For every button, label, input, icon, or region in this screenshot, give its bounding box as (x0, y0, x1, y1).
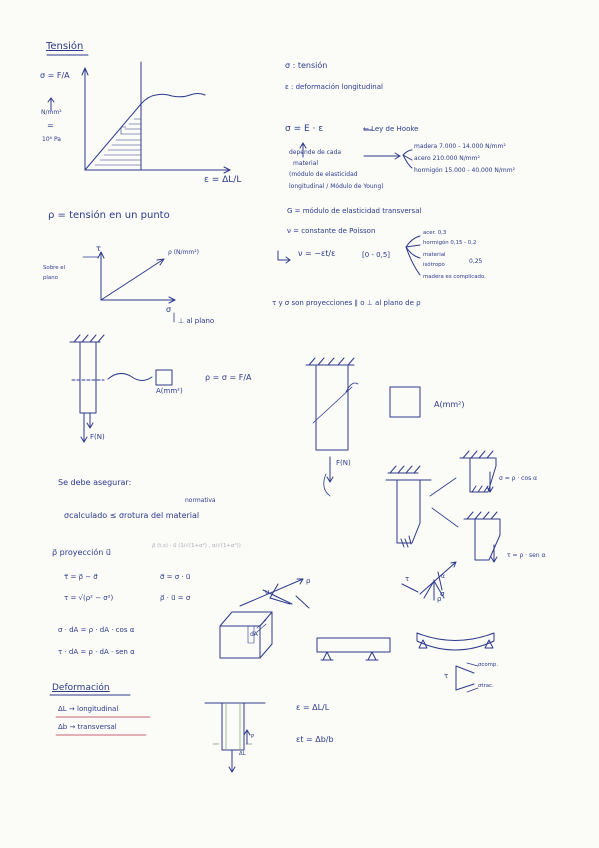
dA-sigma: σ · dA = ρ · dA · cos α (58, 626, 135, 634)
label-tau-diag: τ (405, 575, 410, 583)
area-label: A(mm²) (156, 387, 183, 395)
label-sig-diag: σ (440, 590, 445, 598)
sigma-condition: σcalculado ≤ σrotura del material (64, 511, 200, 520)
projection-label: ρ⃗ proyección u⃗ (52, 548, 111, 557)
poisson-horm: hormigón 0,15 - 0,2 (423, 240, 477, 246)
sigma-units: N/mm² (41, 109, 62, 116)
E-desc-3: (módulo de elasticidad (289, 171, 358, 178)
P-label: P (251, 734, 255, 740)
tau-axis: τ (96, 244, 101, 253)
def-sigma: σ : tensión (285, 61, 328, 70)
section-tau (475, 519, 500, 560)
E-desc-2: material (293, 160, 319, 167)
nu-eq: ν = −εt/ε (298, 249, 336, 258)
material-wood: madera 7.000 - 14.000 N/mm² (414, 143, 506, 150)
rho-dot-u: ρ⃗ · u⃗ = σ (160, 594, 191, 602)
hooke-note: ← Ley de Hooke (363, 125, 419, 133)
beam (317, 638, 390, 652)
tau-magnitude: τ = √(ρ² − σ²) (64, 594, 114, 602)
hooke-law: σ = E · ε (285, 124, 324, 134)
material-concrete: hormigón 15.000 - 40.000 N/mm² (414, 167, 516, 174)
stress-strain-curve (85, 94, 205, 171)
heading-tension: Tensión (46, 41, 84, 52)
ensure-title: Se debe asegurar: (58, 478, 132, 487)
area-square-small (156, 370, 172, 385)
label-u: u (265, 588, 270, 596)
section-sigma (470, 458, 496, 492)
poisson-025: 0,25 (469, 258, 483, 265)
sigma-vector-eq: σ⃗ = σ · u⃗ (160, 573, 191, 581)
def-epsilon: ε : deformación longitudinal (285, 83, 383, 91)
poisson-mat-2: isótropo (423, 262, 445, 268)
rho-vector (101, 259, 164, 300)
label-dA: dA (250, 631, 258, 638)
E-desc-4: longitudinal / Módulo de Young) (289, 183, 384, 190)
poisson-acer: acer. 0,3 (423, 230, 447, 236)
large-bar (316, 366, 348, 450)
heading-deformacion: Deformación (52, 683, 110, 693)
label-tau-beam: τ (444, 672, 449, 680)
tau-vector-eq: τ⃗ = ρ⃗ − σ⃗ (64, 573, 98, 581)
label-p: ρ (306, 577, 311, 585)
dA-tau: τ · dA = ρ · dA · sen α (58, 648, 135, 656)
poisson-mat-1: material (423, 252, 446, 258)
G-def: G = módulo de elasticidad transversal (287, 207, 422, 215)
label-sigma-comp: σcomp. (478, 662, 499, 668)
nu-range: [0 - 0,5] (362, 251, 391, 259)
label-sigma-trac: σtrac. (478, 683, 494, 689)
rho-def: ρ = tensión en un punto (48, 210, 170, 221)
cut-section (397, 480, 420, 543)
rho-units: ρ (N/mm²) (168, 249, 200, 256)
material-steel: acero 210.000 N/mm² (414, 155, 480, 162)
deformation-bar (222, 703, 244, 750)
normativa-label: normativa (185, 497, 216, 504)
area-label-large: A(mm²) (434, 400, 465, 409)
label-p-diag: ρ (437, 595, 442, 603)
tau-sin: τ = ρ · sen α (507, 552, 546, 559)
E-desc-1: depende de cada (289, 149, 342, 156)
small-bar (80, 342, 96, 413)
eps-eq: ε = ΔL/L (296, 703, 330, 712)
dL-small: ΔL (239, 751, 246, 757)
db-def: Δb → transversal (58, 723, 117, 731)
poisson-mad: madera es complicado. (423, 274, 486, 280)
force-label: F(N) (90, 433, 105, 441)
projection-faint: ρ⃗ (t,s) · u⃗ (1/√(1+α²) , α/√(1+α²)) (152, 543, 241, 549)
over-plane-2: plano (43, 275, 58, 281)
force-label-large: F(N) (336, 459, 351, 467)
equals-sign: = (47, 121, 54, 130)
projections-note: τ y σ son proyecciones ∥ o ⊥ al plano de ρ (272, 299, 421, 307)
sigma-axis: σ (166, 305, 172, 314)
over-plane-1: Sobre el (43, 265, 66, 271)
sigma-cos: σ = ρ · cos α (499, 475, 538, 482)
bent-beam (417, 633, 494, 650)
strain-eq: ε = ΔL/L (204, 175, 242, 185)
pascal-value: 10⁶ Pa (42, 136, 61, 143)
dL-def: ΔL → longitudinal (58, 705, 119, 713)
label-alpha: α (441, 573, 445, 580)
perp-plane: ⊥ al plano (178, 317, 215, 325)
nu-def: ν = constante de Poisson (287, 227, 376, 235)
area-square-large (390, 387, 420, 417)
stress-formula: ρ = σ = F/A (205, 373, 252, 382)
sigma-eq: σ = F/A (40, 71, 70, 80)
eps-t-eq: εt = Δb/b (296, 735, 334, 744)
